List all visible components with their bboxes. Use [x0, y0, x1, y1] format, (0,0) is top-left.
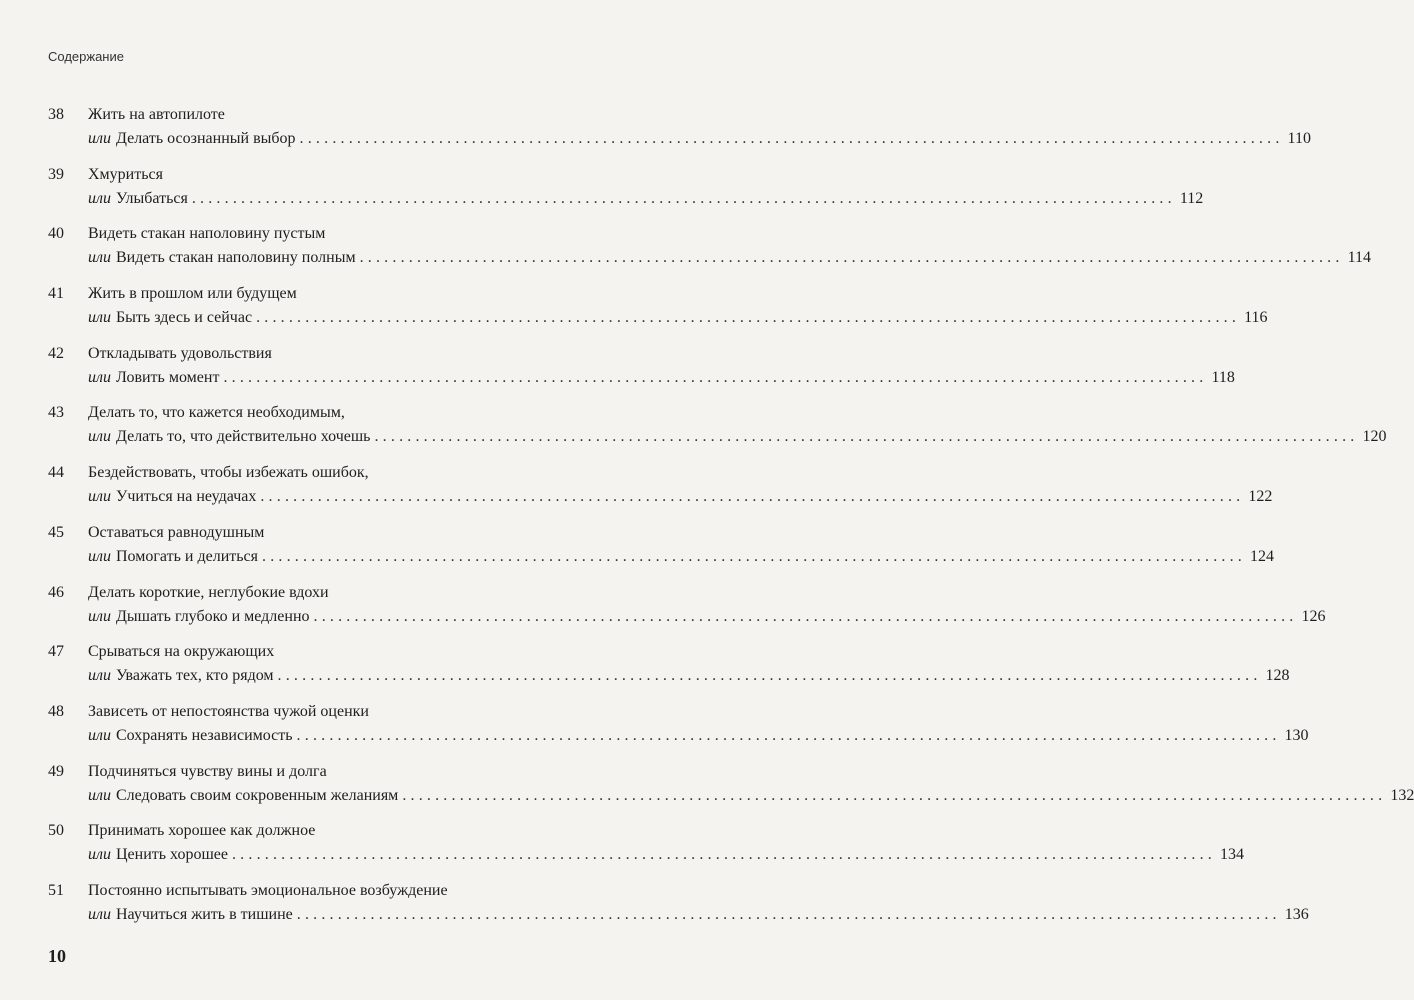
toc-entry-page: 114 — [1347, 249, 1371, 267]
dot-leader: ........................................................................................................................ — [313, 607, 1298, 625]
toc-entry-title: Делать короткие, неглубокие вдохи — [88, 583, 329, 601]
toc-entry-alternative: Делать осознанный выбор — [115, 130, 296, 147]
dot-leader: ........................................................................................................................ — [260, 488, 1245, 506]
toc-entry-page: 136 — [1284, 905, 1309, 923]
toc-entry-title: Принимать хорошее как должное — [88, 822, 316, 840]
toc-entry-page: 112 — [1179, 189, 1204, 207]
toc-or-word: или — [88, 130, 111, 147]
toc-entry-page: 128 — [1265, 667, 1290, 685]
toc-entry-line1 — [48, 343, 586, 365]
toc-entry-line1 — [48, 462, 586, 484]
toc-entry-line1 — [48, 701, 586, 723]
dot-leader: ........................................................................................................................ — [299, 130, 1284, 147]
toc-entry-title: Жить на автопилоте — [88, 106, 225, 123]
toc-entry-line1 — [48, 641, 586, 663]
toc-entry-number: 51 — [48, 881, 64, 899]
toc-entry-number: 43 — [48, 404, 64, 422]
dot-leader: ........................................................................................................................ — [277, 667, 1262, 685]
toc-entry[interactable] — [48, 275, 1268, 335]
toc-entry-title: Жить в прошлом или будущем — [88, 285, 297, 303]
toc-entry[interactable] — [48, 514, 1274, 574]
toc-entry-alternative: Помогать и делиться — [115, 547, 258, 565]
toc-entry-alternative: Учиться на неудачах — [115, 488, 257, 506]
toc-entry-number: 40 — [48, 225, 64, 243]
dot-leader: ........................................................................................................................ — [402, 786, 1387, 804]
toc-entry-line2 — [48, 486, 1273, 508]
toc-entry-title: Откладывать удовольствия — [88, 344, 272, 362]
toc-entry-title: Хмуриться — [88, 165, 163, 183]
toc-entry-line2 — [48, 844, 1244, 866]
dot-leader: ........................................................................................................................ — [296, 726, 1281, 744]
toc-or-word: или — [88, 547, 111, 565]
toc-entry-title: Зависеть от непостоянства чужой оценки — [88, 702, 369, 720]
toc-entry-number: 39 — [48, 165, 64, 183]
toc-entry-number: 46 — [48, 583, 64, 601]
toc-entry-title: Срываться на окружающих — [88, 643, 275, 661]
toc-or-word: или — [88, 846, 111, 864]
toc-entry-title: Постоянно испытывать эмоциональное возбуждение — [88, 881, 448, 899]
toc-entry-title: Оставаться равнодушным — [88, 523, 265, 541]
toc-entry-line2 — [48, 725, 1309, 747]
toc-or-word: или — [88, 667, 111, 685]
toc-entry-line1 — [48, 522, 586, 544]
table-of-contents — [48, 96, 1414, 932]
toc-entry-line2 — [48, 606, 1326, 628]
toc-entry[interactable] — [48, 693, 1309, 753]
toc-entry-number: 47 — [48, 643, 64, 661]
toc-entry[interactable] — [48, 96, 1311, 156]
toc-or-word: или — [88, 786, 111, 804]
toc-entry-page: 132 — [1390, 786, 1414, 804]
toc-or-word: или — [88, 368, 111, 386]
toc-entry-line2 — [48, 546, 1274, 568]
toc-entry-line2 — [48, 785, 1414, 807]
dot-leader: ........................................................................................................................ — [262, 547, 1246, 565]
toc-entry-alternative: Улыбаться — [115, 189, 188, 207]
toc-or-word: или — [88, 189, 111, 207]
toc-entry-page: 116 — [1244, 309, 1268, 327]
toc-entry-alternative: Уважать тех, кто рядом — [115, 667, 274, 685]
toc-entry-line1 — [48, 164, 586, 186]
toc-entry-number: 44 — [48, 464, 64, 482]
toc-entry-line2 — [48, 247, 1371, 269]
toc-or-word: или — [88, 726, 111, 744]
dot-leader: ........................................................................................................................ — [191, 189, 1176, 207]
toc-entry-line1 — [48, 761, 586, 783]
toc-entry-line1 — [48, 283, 586, 305]
toc-entry-title: Бездействовать, чтобы избежать ошибок, — [88, 464, 369, 482]
dot-leader: ........................................................................................................................ — [223, 368, 1208, 386]
dot-leader: ........................................................................................................................ — [256, 309, 1241, 327]
toc-entry-number: 45 — [48, 523, 64, 541]
toc-entry[interactable] — [48, 156, 1204, 216]
page-number: 10 — [48, 946, 66, 966]
toc-entry-alternative: Научиться жить в тишине — [115, 905, 293, 923]
toc-entry-line1 — [48, 820, 586, 842]
toc-entry-page: 110 — [1287, 130, 1311, 147]
toc-entry-alternative: Делать то, что действительно хочешь — [115, 428, 371, 446]
toc-entry-page: 120 — [1362, 428, 1387, 446]
toc-entry-number: 50 — [48, 822, 64, 840]
toc-entry-line2 — [48, 367, 1235, 389]
toc-entry-title: Видеть стакан наполовину пустым — [88, 225, 326, 243]
toc-entry-line2 — [48, 904, 1309, 926]
toc-entry-alternative: Видеть стакан наполовину полным — [115, 249, 356, 267]
toc-entry-page: 118 — [1211, 368, 1235, 386]
toc-entry-alternative: Следовать своим сокровенным желаниям — [115, 786, 399, 804]
toc-or-word: или — [88, 905, 111, 923]
toc-entry-line1 — [48, 104, 586, 126]
toc-entry-line2 — [48, 307, 1268, 329]
toc-or-word: или — [88, 309, 111, 327]
toc-entry-number: 42 — [48, 344, 64, 362]
toc-or-word: или — [88, 607, 111, 625]
toc-entry-title: Подчиняться чувству вины и долга — [88, 762, 327, 780]
toc-entry-line1 — [48, 582, 586, 604]
dot-leader: ........................................................................................................................ — [359, 249, 1344, 267]
toc-entry-number: 38 — [48, 106, 64, 123]
toc-entry[interactable] — [48, 335, 1235, 395]
toc-entry[interactable] — [48, 633, 1290, 693]
toc-entry[interactable] — [48, 574, 1326, 634]
toc-entry-page: 122 — [1248, 488, 1273, 506]
toc-entry-page: 126 — [1301, 607, 1326, 625]
toc-entry[interactable] — [48, 394, 1387, 454]
toc-or-word: или — [88, 249, 111, 267]
running-header: Содержание — [48, 49, 124, 64]
toc-entry-line2 — [48, 426, 1387, 448]
toc-entry-line1 — [48, 402, 586, 424]
toc-entry-number: 49 — [48, 762, 64, 780]
dot-leader: ........................................................................................................................ — [374, 428, 1359, 446]
toc-entry-alternative: Дышать глубоко и медленно — [115, 607, 310, 625]
toc-entry-alternative: Ловить момент — [115, 368, 220, 386]
toc-entry[interactable] — [48, 753, 1414, 813]
toc-entry-page: 134 — [1219, 846, 1244, 864]
toc-entry[interactable] — [48, 215, 1371, 275]
toc-entry-number: 48 — [48, 702, 64, 720]
toc-entry-title: Делать то, что кажется необходимым, — [88, 404, 345, 422]
toc-entry-line1 — [48, 223, 586, 245]
toc-entry-line1 — [48, 880, 586, 902]
dot-leader: ........................................................................................................................ — [296, 905, 1281, 923]
toc-entry[interactable] — [48, 454, 1273, 514]
toc-entry-number: 41 — [48, 285, 64, 303]
toc-entry-line2 — [48, 188, 1204, 210]
toc-or-word: или — [88, 428, 111, 446]
toc-entry-page: 130 — [1284, 726, 1309, 744]
toc-entry-alternative: Сохранять независимость — [115, 726, 293, 744]
dot-leader: ........................................................................................................................ — [231, 846, 1216, 864]
toc-entry-page: 124 — [1250, 547, 1274, 565]
toc-entry-alternative: Быть здесь и сейчас — [115, 309, 253, 327]
toc-entry-line2 — [48, 128, 1311, 150]
toc-or-word: или — [88, 488, 111, 506]
toc-entry[interactable] — [48, 872, 1309, 932]
toc-entry-line2 — [48, 665, 1290, 687]
toc-entry-alternative: Ценить хорошее — [115, 846, 228, 864]
toc-entry[interactable] — [48, 812, 1244, 872]
